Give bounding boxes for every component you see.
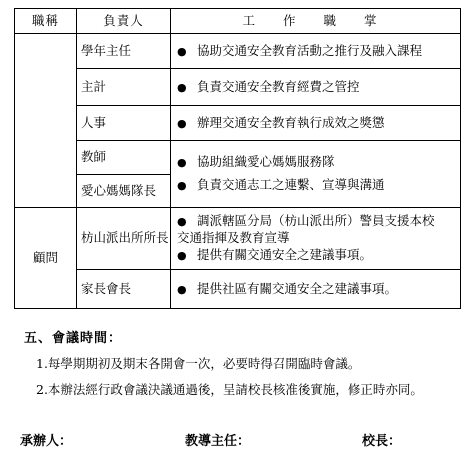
header-title: 職稱 xyxy=(15,9,77,34)
list-item-continuation: 交通指揮及教育宣導 xyxy=(177,230,290,246)
signature-handler: 承辦人： xyxy=(20,434,73,449)
duties-cell xyxy=(171,69,461,106)
person-cell: 教師 xyxy=(77,141,171,175)
list-item: ● 協助組織愛心媽媽服務隊 xyxy=(177,154,335,169)
signature-principal: 校長： xyxy=(362,434,402,449)
person-cell: 主計 xyxy=(77,69,171,106)
person-cell: 人事 xyxy=(77,106,171,141)
duties-cell-merged xyxy=(171,141,461,208)
person-cell: 學年主任 xyxy=(77,34,171,69)
list-item: ● 辦理交通安全教育執行成效之獎懲 xyxy=(177,114,385,130)
header-duties: 工 作 職 掌 xyxy=(171,9,461,34)
bullet-icon: ● xyxy=(177,116,187,130)
bullet-icon: ● xyxy=(177,215,187,229)
list-item: ● 協助交通安全教育活動之推行及融入課程 xyxy=(177,42,423,58)
bullet-icon: ● xyxy=(177,44,187,58)
signature-director: 教導主任： xyxy=(185,434,251,449)
duties-cell xyxy=(171,270,461,309)
meeting-note: 1.每學期期初及期末各開會一次，必要時得召開臨時會議。 xyxy=(36,356,361,371)
list-item: ● 負責交通志工之連繫、宣導與溝通 xyxy=(177,177,385,192)
section-title: 五、會議時間： xyxy=(24,331,123,346)
duties-cell xyxy=(171,34,461,69)
bullet-icon: ● xyxy=(177,80,187,94)
header-person: 負責人 xyxy=(77,9,171,34)
category-cell-consultant: 顧問 xyxy=(15,208,77,309)
list-item: ● 提供有關交通安全之建議事項。 xyxy=(177,246,373,262)
bullet-icon: ● xyxy=(177,179,187,192)
bullet-icon: ● xyxy=(177,248,187,262)
table-row xyxy=(15,141,461,175)
list-item: ● 調派轄區分局（枋山派出所）警員支援本校 xyxy=(177,213,435,229)
bullet-icon: ● xyxy=(177,156,187,169)
category-cell-blank xyxy=(15,34,77,208)
duties-cell xyxy=(171,208,461,270)
table-row xyxy=(15,69,461,106)
duties-cell xyxy=(171,106,461,141)
table-row xyxy=(15,34,461,69)
meeting-note: 2.本辦法經行政會議決議通過後，呈請校長核准後實施，修正時亦同。 xyxy=(36,382,423,397)
bullet-icon: ● xyxy=(177,282,187,296)
table-row xyxy=(15,270,461,309)
table-header-row xyxy=(15,9,461,34)
list-item: ● 負責交通安全教育經費之管控 xyxy=(177,78,360,94)
person-cell: 愛心媽媽隊長 xyxy=(77,175,171,208)
person-cell: 家長會長 xyxy=(77,270,171,309)
responsibility-table xyxy=(14,8,461,309)
list-item: ● 提供社區有關交通安全之建議事項。 xyxy=(177,280,398,296)
table-row xyxy=(15,208,461,270)
person-cell: 枋山派出所所長 xyxy=(77,208,171,270)
table-row xyxy=(15,106,461,141)
